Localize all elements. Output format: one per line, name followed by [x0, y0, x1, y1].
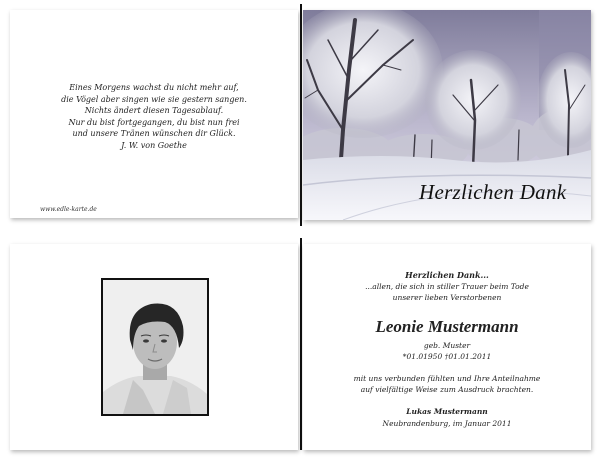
poem-line: Nichts ändert diesen Tagesablauf. [84, 106, 224, 115]
poem-line: Eines Morgens wachst du nicht mehr auf, [69, 83, 239, 92]
intro-line: unserer lieben Verstorbenen [392, 293, 502, 302]
place-date: Neubrandenburg, im Januar 2011 [382, 419, 512, 428]
thanks-text-card [303, 244, 591, 450]
fold-line-bottom [300, 238, 302, 450]
birth-name: geb. Muster [423, 341, 471, 350]
life-dates: *01.01950 †01.01.2011 [402, 352, 492, 361]
website-label: www.edle-karte.de [40, 206, 97, 213]
photo-card [10, 244, 298, 450]
poem-line: Nur du bist fortgegangen, du bist nun frei [68, 117, 240, 127]
fold-line-top [300, 4, 302, 226]
poem-line: die Vögel aber singen wie sie gestern sangen. [61, 94, 247, 104]
poem-card [10, 10, 298, 218]
portrait-photo [101, 278, 209, 416]
closing-line: auf vielfältige Weise zum Ausdruck brachten. [360, 385, 534, 394]
poem-line: und unsere Tränen wünschen dir Glück. [72, 129, 236, 138]
cover-title: Herzlichen Dank [419, 180, 567, 204]
portrait-image [103, 280, 207, 414]
cover-card [303, 10, 591, 220]
poem-author: J. W. von Goethe [121, 140, 187, 150]
poem-text [10, 82, 298, 151]
signature: Lukas Mustermann [406, 407, 488, 416]
closing-line: mit uns verbunden fühlten und Ihre Anteilnahme [353, 374, 541, 383]
deceased-name: Leonie Mustermann [375, 317, 519, 336]
intro-line: ...allen, die sich in stiller Trauer beim Tode [365, 282, 529, 291]
thanks-heading: Herzlichen Dank... [405, 270, 489, 280]
